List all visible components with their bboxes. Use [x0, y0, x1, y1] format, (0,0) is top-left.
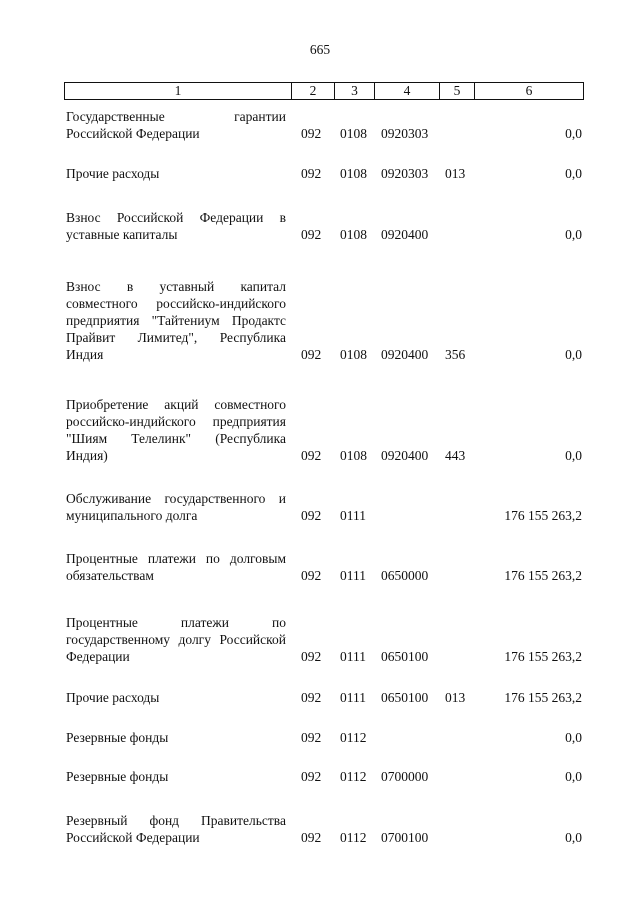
row-col-5: 013 [445, 166, 466, 181]
header-col-6: 6 [525, 83, 533, 98]
table-row [0, 396, 640, 464]
row-col-6: 0,0 [565, 769, 582, 784]
row-description: Резервные фонды [66, 769, 169, 784]
row-description: Резервные фонды [66, 730, 169, 745]
table-row [0, 278, 640, 363]
table-row [0, 108, 640, 142]
table-row [0, 490, 640, 524]
header-col-3: 3 [335, 83, 375, 99]
row-col-3: 0111 [340, 649, 366, 664]
row-col-3: 0112 [340, 769, 367, 784]
row-col-2: 092 [301, 769, 322, 784]
table-row [0, 812, 640, 846]
table-row [0, 768, 640, 785]
row-col-4: 0650100 [381, 649, 429, 664]
row-col-2: 092 [301, 730, 322, 745]
row-description: Обслуживание государственного и муниципального долга [66, 491, 286, 523]
row-col-6: 176 155 263,2 [504, 568, 582, 583]
row-col-2: 092 [301, 568, 322, 583]
row-col-4: 0920400 [381, 227, 429, 242]
row-col-5: 443 [445, 448, 466, 463]
row-description: Прочие расходы [66, 690, 160, 705]
row-col-3: 0111 [340, 568, 366, 583]
row-col-2: 092 [301, 227, 322, 242]
header-col-4: 4 [375, 83, 440, 99]
row-col-3: 0112 [340, 730, 367, 745]
table-row [0, 689, 640, 706]
table-header [64, 82, 584, 100]
row-col-3: 0108 [340, 126, 367, 141]
row-col-2: 092 [301, 830, 322, 845]
row-col-4: 0920400 [381, 347, 429, 362]
row-description: Прочие расходы [66, 166, 160, 181]
row-col-2: 092 [301, 448, 322, 463]
row-col-6: 0,0 [565, 730, 582, 745]
row-description: Взнос Российской Федерации в уставные капиталы [66, 210, 286, 242]
row-col-4: 0700000 [381, 769, 429, 784]
row-col-2: 092 [301, 347, 322, 362]
row-col-6: 0,0 [565, 166, 582, 181]
table-row [0, 614, 640, 665]
row-col-3: 0108 [340, 166, 367, 181]
row-description: Процентные платежи по долговым обязательствам [66, 551, 286, 583]
row-col-6: 0,0 [565, 347, 582, 362]
row-col-5: 013 [445, 690, 466, 705]
row-col-4: 0920303 [381, 166, 429, 181]
table-row [0, 165, 640, 182]
row-col-2: 092 [301, 690, 322, 705]
row-description: Приобретение акций совместного российско-индийского предприятия "Шиям Телелинк" (Республика Индия) [66, 397, 286, 463]
row-description: Государственные гарантии Российской Федерации [66, 109, 286, 141]
header-col-1: 1 [65, 83, 292, 99]
row-col-3: 0112 [340, 830, 367, 845]
row-col-3: 0108 [340, 448, 367, 463]
row-col-3: 0111 [340, 690, 366, 705]
row-col-6: 0,0 [565, 448, 582, 463]
row-col-2: 092 [301, 126, 322, 141]
table-row [0, 209, 640, 243]
header-col-5: 5 [440, 83, 475, 99]
row-col-6: 0,0 [565, 830, 582, 845]
page-number: 665 [309, 42, 331, 57]
row-description: Взнос в уставный капитал совместного российско-индийского предприятия "Тайтениум Продактс Прайвит Лимитед", Республика Индия [66, 279, 286, 362]
row-col-2: 092 [301, 166, 322, 181]
header-col-2: 2 [292, 83, 335, 99]
row-col-4: 0700100 [381, 830, 429, 845]
row-col-5: 356 [445, 347, 466, 362]
row-description: Резервный фонд Правительства Российской Федерации [66, 813, 286, 845]
table-row [0, 550, 640, 584]
row-col-2: 092 [301, 508, 322, 523]
row-col-4: 0650100 [381, 690, 429, 705]
row-col-3: 0111 [340, 508, 366, 523]
row-col-6: 176 155 263,2 [504, 690, 582, 705]
row-col-4: 0920400 [381, 448, 429, 463]
row-col-3: 0108 [340, 347, 367, 362]
row-description: Процентные платежи по государственному долгу Российской Федерации [66, 615, 286, 664]
row-col-6: 0,0 [565, 227, 582, 242]
table-row [0, 729, 640, 746]
row-col-3: 0108 [340, 227, 367, 242]
row-col-4: 0920303 [381, 126, 429, 141]
row-col-6: 0,0 [565, 126, 582, 141]
row-col-6: 176 155 263,2 [504, 649, 582, 664]
row-col-4: 0650000 [381, 568, 429, 583]
row-col-2: 092 [301, 649, 322, 664]
row-col-6: 176 155 263,2 [504, 508, 582, 523]
